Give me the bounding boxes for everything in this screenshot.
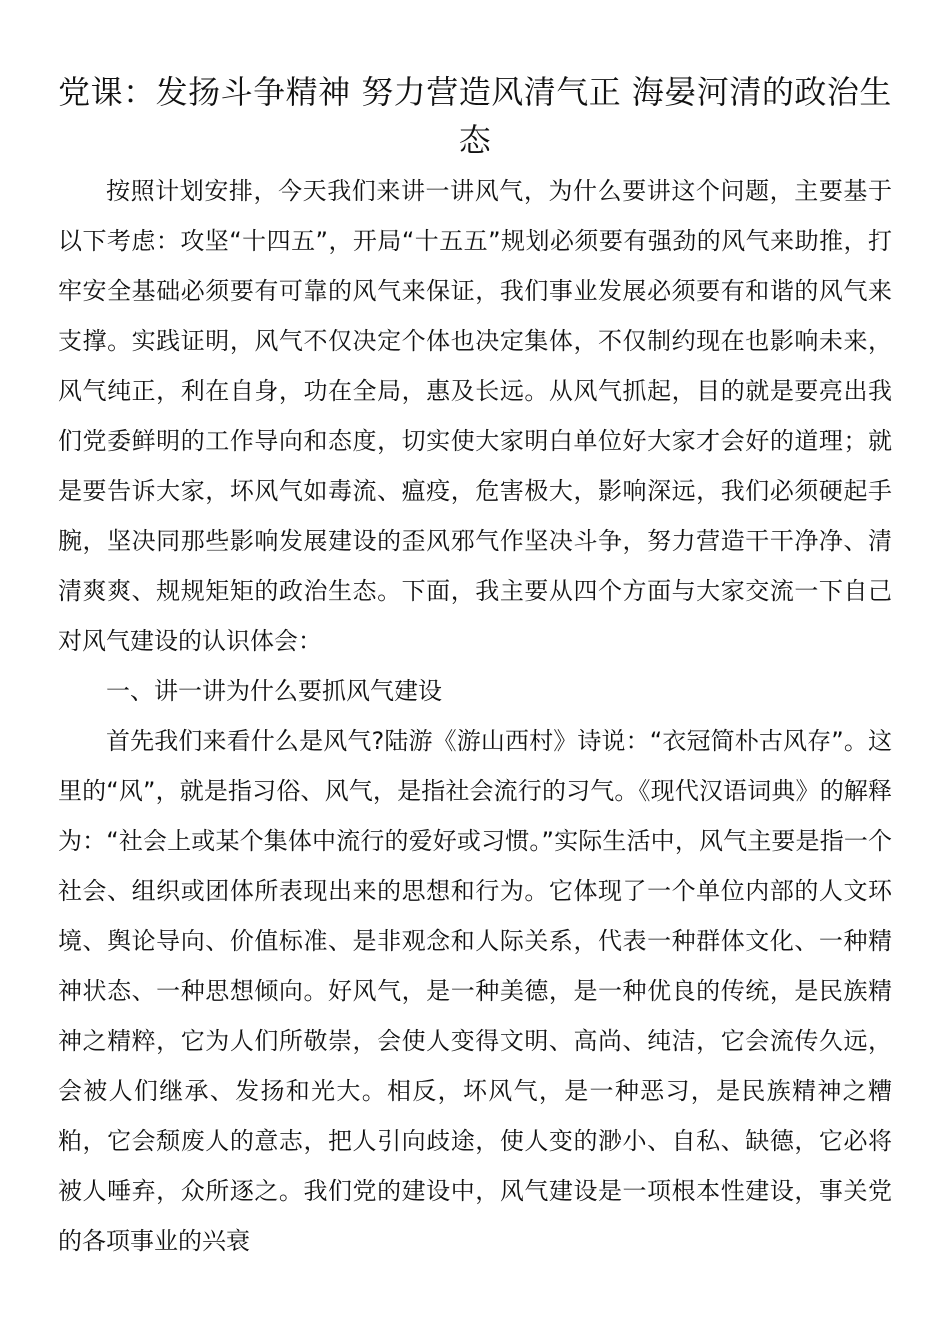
document-title: 党课：发扬斗争精神 努力营造风清气正 海晏河清的政治生态: [58, 73, 892, 159]
intro-paragraph: 按照计划安排，今天我们来讲一讲风气，为什么要讲这个问题，主要基于以下考虑：攻坚“十四五”，开局“十五五”规划必须要有强劲的风气来助推，打牢安全基础必须要有可靠的风气来保证，我们事业发展必须要有和谐的风气来支撑。实践证明，风气不仅决定个体也决定集体，不仅制约现在也影响未来，风气纯正，利在自身，功在全局，惠及长远。从风气抓起，目的就是要亮出我们党委鲜明的工作导向和态度，切实使大家明白单位好大家才会好的道理；就是要告诉大家，坏风气如毒流、瘟疫，危害极大，影响深远，我们必须硬起手腕，坚决同那些影响发展建设的歪风邪气作坚决斗争，努力营造干干净净、清清爽爽、规规矩矩的政治生态。下面，我主要从四个方面与大家交流一下自己对风气建设的认识体会：: [58, 177, 892, 655]
document-body: [58, 166, 892, 1266]
section-heading: 一、讲一讲为什么要抓风气建设: [106, 677, 442, 705]
section-paragraph: 首先我们来看什么是风气?陆游《游山西村》诗说：“衣冠简朴古风存”。这里的“风”，就是指习俗、风气，是指社会流行的习气。《现代汉语词典》的解释为：“社会上或某个集体中流行的爱好或习惯。”实际生活中，风气主要是指一个社会、组织或团体所表现出来的思想和行为。它体现了一个单位内部的人文环境、舆论导向、价值标准、是非观念和人际关系，代表一种群体文化、一种精神状态、一种思想倾向。好风气，是一种美德，是一种优良的传统，是民族精神之精粹，它为人们所敬崇，会使人变得文明、高尚、纯洁，它会流传久远，会被人们继承、发扬和光大。相反，坏风气，是一种恶习，是民族精神之糟粕，它会颓废人的意志，把人引向歧途，使人变的渺小、自私、缺德，它必将被人唾弃，众所逐之。我们党的建设中，风气建设是一项根本性建设，事关党的各项事业的兴衰: [58, 727, 892, 1255]
document-page: [58, 68, 892, 1266]
